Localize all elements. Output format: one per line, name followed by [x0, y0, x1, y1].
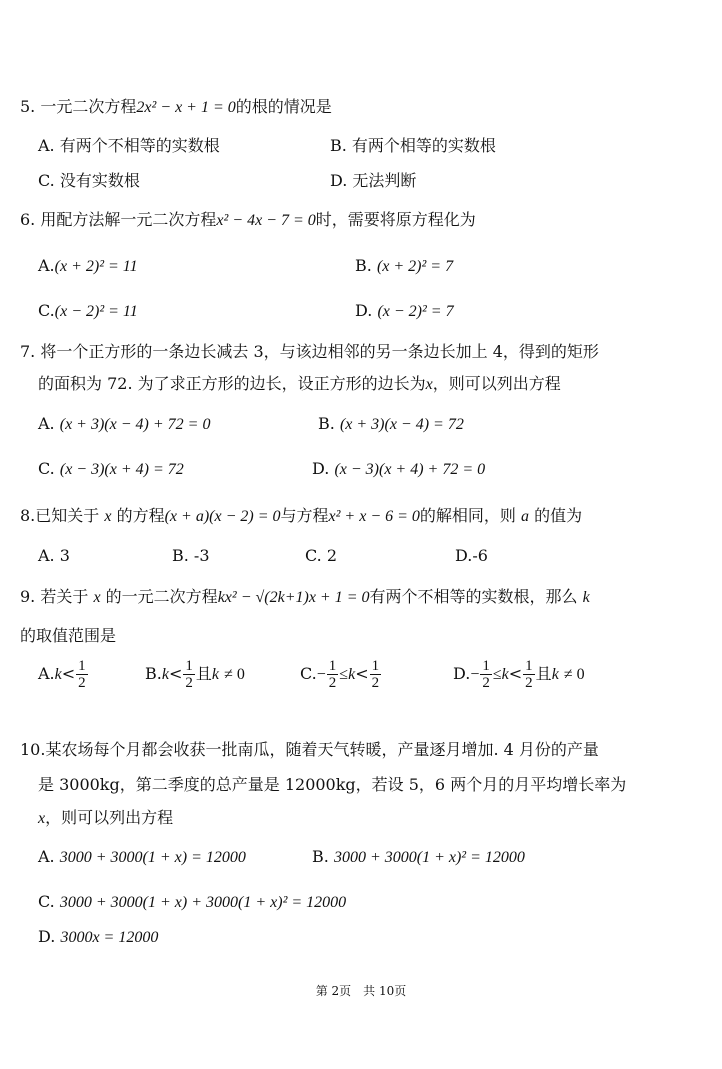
option-d: D.-6	[455, 546, 488, 565]
option-b: B. 有两个相等的实数根	[330, 136, 496, 155]
question-number: 7.	[20, 342, 36, 361]
option-a: A. (x + 3)(x − 4) + 72 = 0	[38, 414, 211, 433]
option-a: A. 有两个不相等的实数根	[38, 136, 220, 155]
option-expression: (x + 3)(x − 4) + 72 = 0	[59, 416, 211, 433]
equation: x² + x − 6 = 0	[328, 508, 420, 525]
equation: (x + a)(x − 2) = 0	[164, 508, 281, 525]
option-b: B. (x + 3)(x − 4) = 72	[318, 414, 464, 433]
fraction: $\frac{1}{2}$	[78, 658, 86, 691]
option-c: C.− $\frac{1}{2}$ ≤k< $\frac{1}{2}$	[300, 658, 380, 691]
fraction: $\frac{1}{2}$	[371, 658, 380, 691]
option-d: D. (x − 2)² = 7	[355, 301, 454, 320]
question-7-stem	[20, 341, 599, 363]
option-d: D.− $\frac{1}{2}$ ≤k< $\frac{1}{2}$ 且k ≠ 0	[453, 658, 585, 691]
page-footer: 第 2页 共 10页	[315, 984, 407, 998]
question-8-stem: 8.已知关于 x 的方程(x + a)(x − 2) = 0与方程x² + x − 6 = 0的解相同，则 a 的值为	[20, 506, 583, 525]
option-expression: (x − 3)(x + 4) = 72	[59, 461, 184, 478]
option-expression: 3000 + 3000(1 + x) + 3000(1 + x)² = 12000	[59, 894, 347, 911]
question-text: 时，需要将原方程化为	[315, 210, 476, 229]
option-c: C. 3000 + 3000(1 + x) + 3000(1 + x)² = 12000	[38, 892, 347, 911]
question-10-stem-line3: x，则可以列出方程	[38, 808, 174, 827]
option-a: A.(x + 2)² = 11	[38, 256, 138, 275]
option-expression: 3000 + 3000(1 + x) = 12000	[59, 849, 246, 866]
option-a: A.k< $\frac{1}{2}$	[38, 658, 86, 691]
equation: kx² − √(2k+1)x + 1 = 0	[217, 589, 370, 606]
equation: 2x² − x + 1 = 0	[136, 99, 236, 116]
fraction: $\frac{1}{2}$	[525, 658, 533, 691]
option-expression: (x + 2)² = 11	[54, 258, 138, 275]
option-b: B. (x + 2)² = 7	[355, 256, 454, 275]
question-number: 6.	[20, 210, 36, 229]
option-c: C. 2	[305, 546, 338, 565]
question-6-stem	[20, 209, 476, 232]
option-c: C. 没有实数根	[38, 171, 140, 190]
option-expression: (x − 2)² = 11	[54, 303, 138, 320]
question-text: 的根的情况是	[235, 97, 332, 116]
option-b: B.k< $\frac{1}{2}$ 且k ≠ 0	[145, 658, 245, 691]
question-10-stem: 10.某农场每个月都会收获一批南瓜，随着天气转暖，产量逐月增加. 4 月份的产量	[20, 740, 599, 759]
question-text: 用配方法解一元二次方程	[40, 210, 217, 229]
option-expression: (x + 2)² = 7	[376, 258, 454, 275]
option-b: B. -3	[172, 546, 210, 565]
question-text: 将一个正方形的一条边长减去 3，与该边相邻的另一条边长加上 4，得到的矩形	[40, 342, 599, 361]
option-expression: 3000 + 3000(1 + x)² = 12000	[333, 849, 525, 866]
option-expression: (x − 3)(x + 4) + 72 = 0	[334, 461, 486, 478]
question-10-stem-line2: 是 3000kg，第二季度的总产量是 12000kg，若设 5，6 两个月的月平均增长率为	[38, 775, 627, 794]
option-d: D. 3000x = 12000	[38, 927, 159, 946]
question-5-stem	[20, 96, 332, 119]
option-expression: (x − 2)² = 7	[377, 303, 454, 320]
option-b: B. 3000 + 3000(1 + x)² = 12000	[312, 847, 525, 866]
option-a: A. 3000 + 3000(1 + x) = 12000	[38, 847, 246, 866]
option-c: C.(x − 2)² = 11	[38, 301, 138, 320]
option-a: A. 3	[38, 546, 70, 565]
question-text: 一元二次方程	[40, 97, 137, 116]
option-expression: 3000x = 12000	[60, 929, 159, 946]
question-number: 5.	[20, 97, 36, 116]
question-9-stem: 9. 若关于 x 的一元二次方程kx² − √(2k+1)x + 1 = 0有两个不相等的实数根，那么 k	[20, 587, 590, 606]
fraction: $\frac{1}{2}$	[185, 658, 193, 691]
option-c: C. (x − 3)(x + 4) = 72	[38, 459, 184, 478]
option-d: D. (x − 3)(x + 4) + 72 = 0	[312, 459, 486, 478]
option-d: D. 无法判断	[330, 171, 417, 190]
fraction: $\frac{1}{2}$	[482, 658, 490, 691]
question-9-stem-line2: 的取值范围是	[20, 626, 117, 645]
fraction: $\frac{1}{2}$	[328, 658, 337, 691]
equation: x² − 4x − 7 = 0	[216, 212, 316, 229]
question-7-stem-line2: 的面积为 72. 为了求正方形的边长，设正方形的边长为x，则可以列出方程	[38, 374, 561, 393]
option-expression: (x + 3)(x − 4) = 72	[339, 416, 464, 433]
